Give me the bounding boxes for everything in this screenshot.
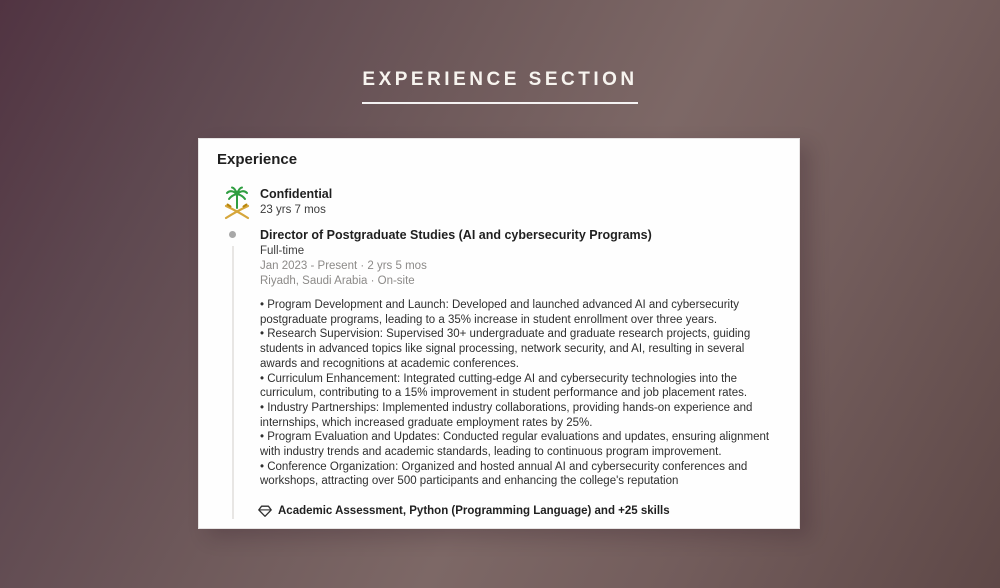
position-title[interactable]: Director of Postgraduate Studies (AI and cybersecurity Programs) bbox=[260, 228, 652, 242]
skills-summary: Academic Assessment, Python (Programming Language) and +25 skills bbox=[278, 505, 670, 517]
employment-type: Full-time bbox=[260, 245, 305, 257]
timeline-dot bbox=[229, 231, 236, 238]
location: Riyadh, Saudi Arabia · On-site bbox=[260, 275, 415, 287]
section-title: Experience bbox=[217, 151, 298, 168]
highlight-item: • Program Evaluation and Updates: Conducted regular evaluations and updates, ensuring alignment with industry trends and academic standards, leading to continuous program improvement. bbox=[260, 431, 770, 459]
highlight-item: • Curriculum Enhancement: Integrated cutting-edge AI and cybersecurity technologies into the curriculum, contributing to a 15% improvement in student performance and job placement rates. bbox=[260, 372, 748, 400]
highlight-item: • Program Development and Launch: Developed and launched advanced AI and cybersecurity postgraduate programs, leading to a 35% increase in student enrollment over three years. bbox=[260, 299, 740, 326]
highlight-item: • Research Supervision: Supervised 30+ undergraduate and graduate research projects, guiding students in advanced topics like signal processing, network security, and AI, resulting in several awards and recognitions at academic conferences. bbox=[260, 328, 751, 370]
company-total-duration: 23 yrs 7 mos bbox=[260, 204, 326, 216]
slide-title: EXPERIENCE SECTION bbox=[362, 69, 638, 90]
highlight-item: • Conference Organization: Organized and hosted annual AI and cybersecurity conferences and workshops, attracting over 500 participants and enhancing the college's reputation bbox=[260, 460, 748, 488]
company-name[interactable]: Confidential bbox=[260, 187, 333, 201]
saudi-emblem-icon[interactable] bbox=[223, 185, 251, 228]
timeline-line bbox=[232, 246, 234, 519]
date-range: Jan 2023 - Present · 2 yrs 5 mos bbox=[260, 260, 427, 272]
skill-diamond-icon bbox=[258, 504, 272, 518]
skills-row[interactable] bbox=[258, 504, 670, 518]
title-underline bbox=[362, 102, 638, 104]
highlights-list bbox=[260, 298, 778, 489]
highlight-item: • Industry Partnerships: Implemented industry collaborations, providing hands-on experience and internships, which increased graduate employment rates by 25%. bbox=[260, 401, 753, 429]
experience-card bbox=[198, 138, 800, 529]
